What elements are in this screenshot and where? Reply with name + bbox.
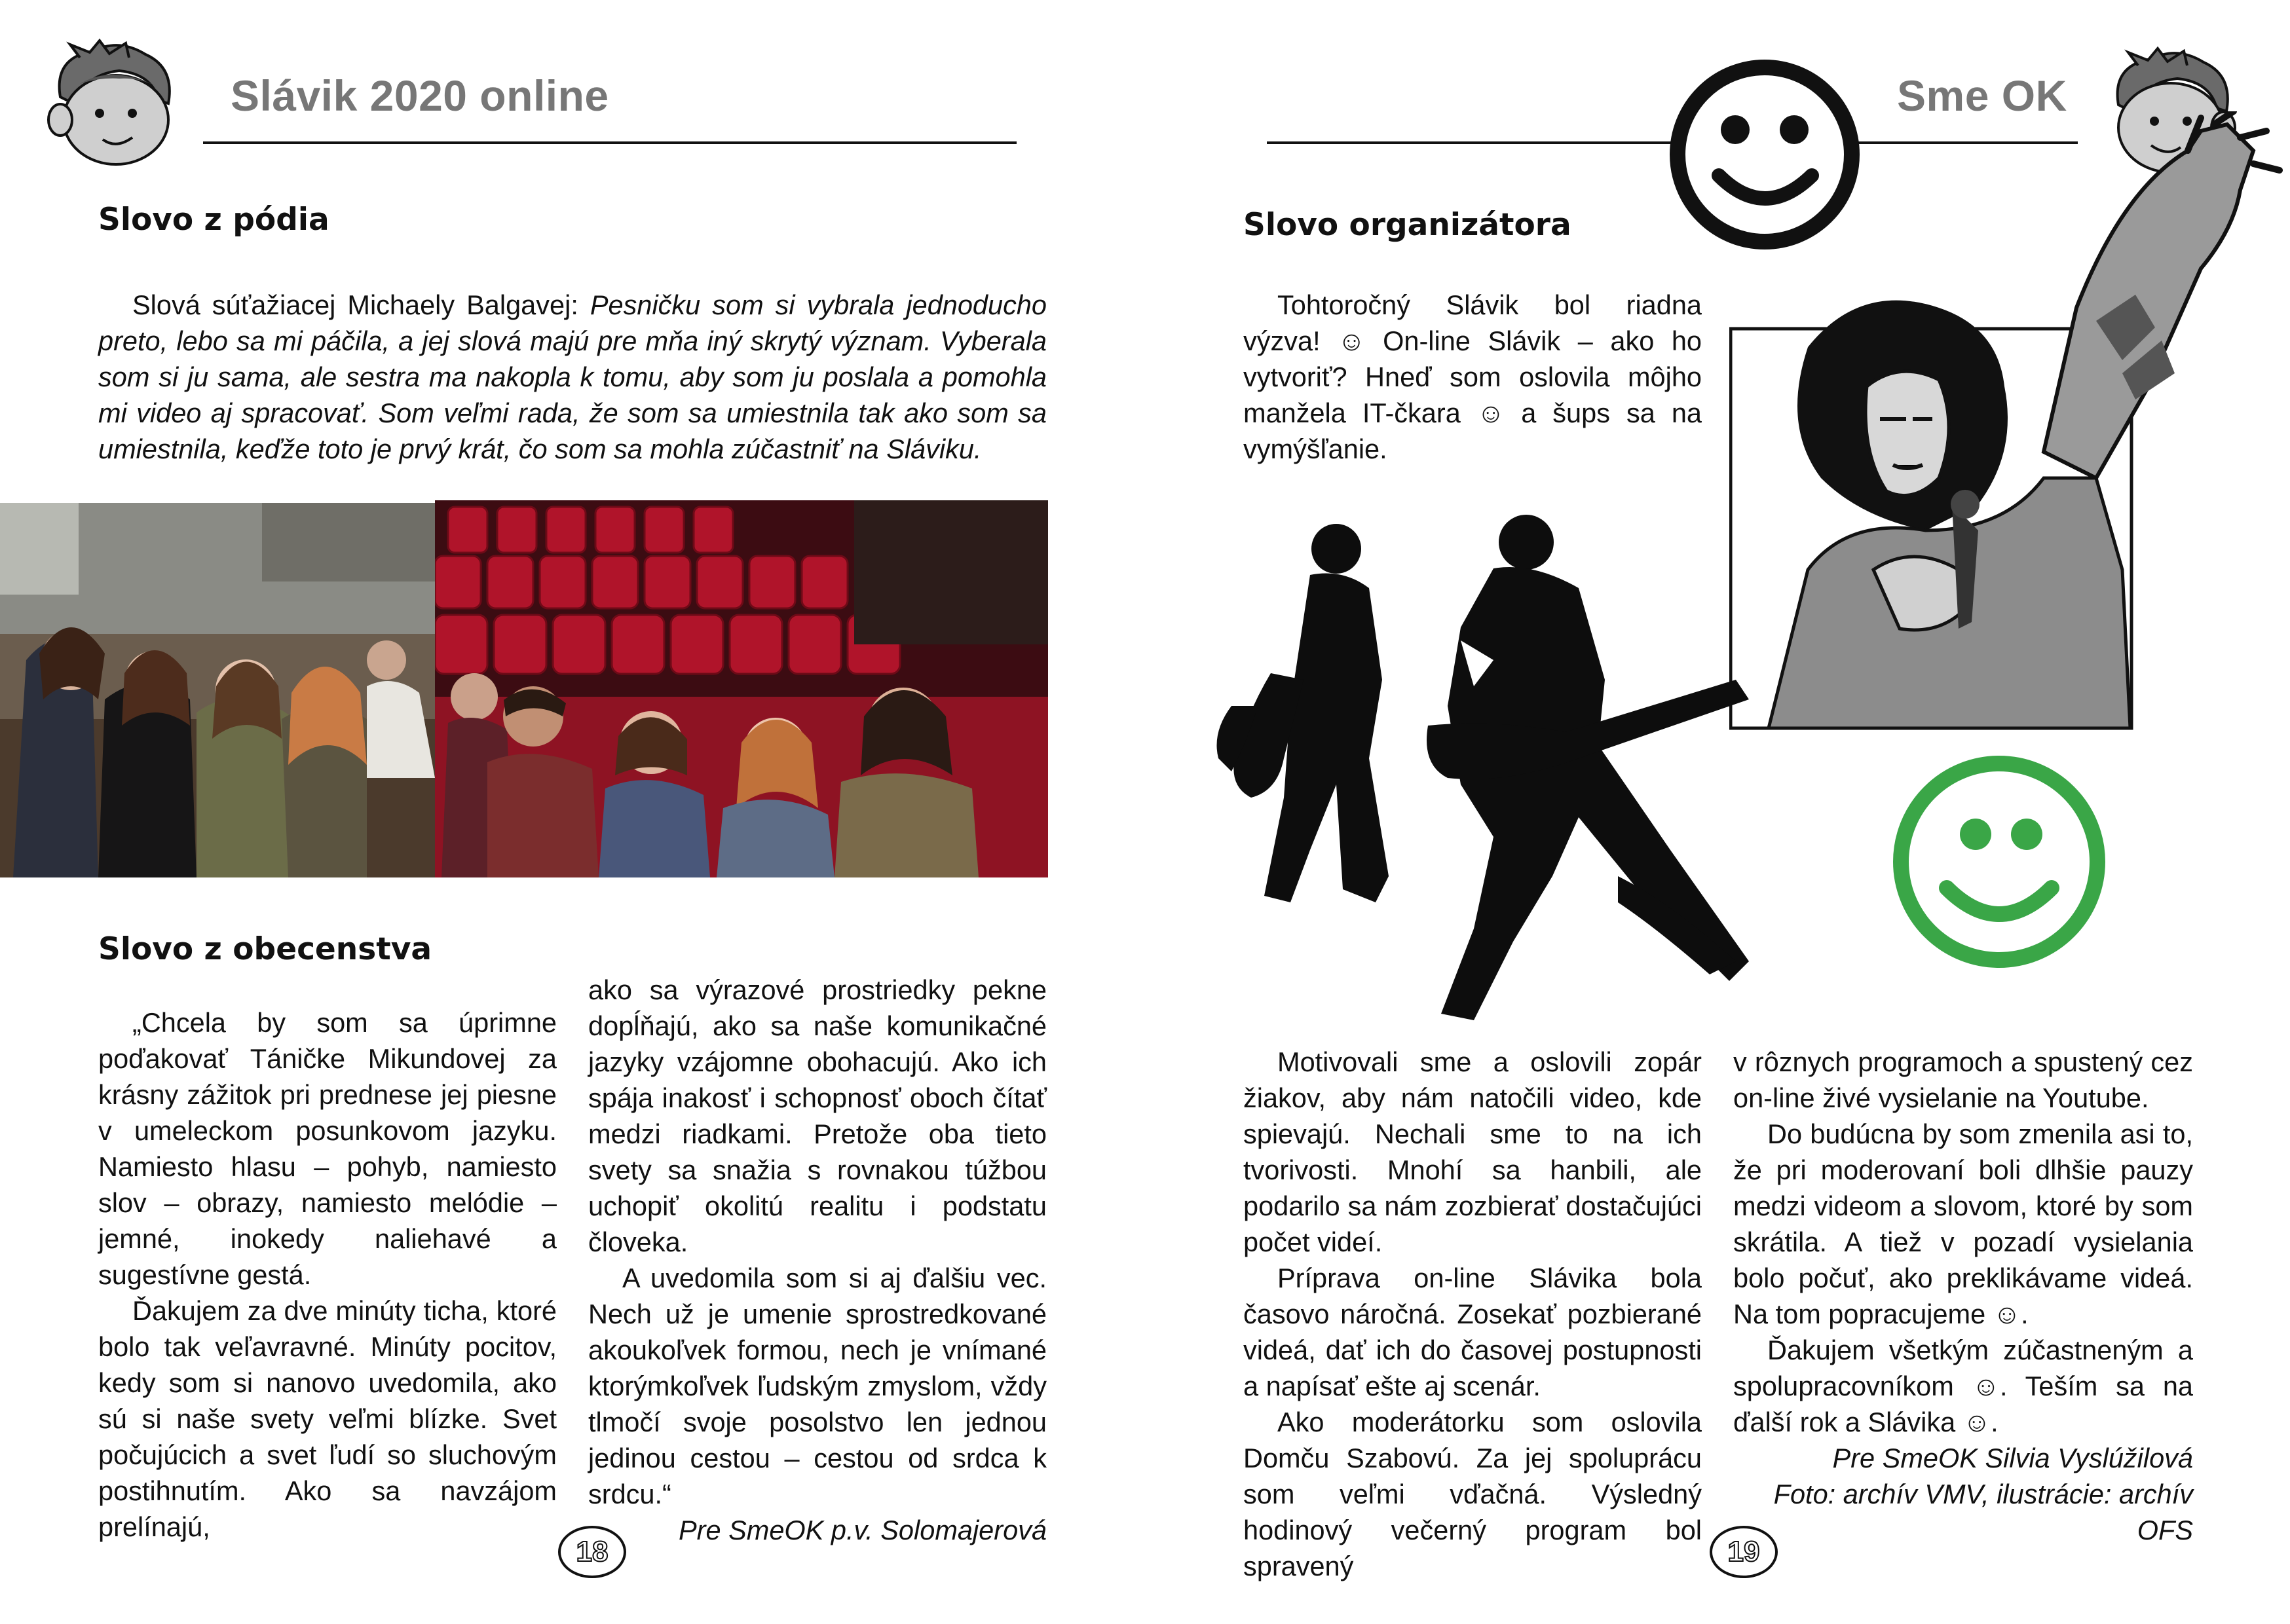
section-heading-audience: Slovo z obecenstva: [98, 931, 432, 967]
organizer-paragraph-4: Ako moderátorku som oslovila Domču Szabovú. Za jej spoluprácu som veľmi vďačná. Výsledný hodinový večerný program bol spravený: [1243, 1407, 1702, 1581]
organizer-paragraph-6: Do budúcna by som zmenila asi to, že pri moderovaní boli dlhšie pauzy medzi videom a slovom, ktoré by som skrátila. A tiež v pozadí vysielania bolo počuť, ako preklikávame videá. Na tom popracujeme ☺.: [1733, 1118, 2193, 1329]
musicians-silhouette-illustration: [1212, 509, 1769, 1033]
organizer-intro-column: [1243, 287, 1702, 467]
organizer-paragraph-1: Tohtoročný Slávik bol riadna výzva! ☺ On-line Slávik – ako ho vytvoriť? Hneď som oslovila môjho manžela IT-čkara ☺ a šups sa na vymýšľanie.: [1243, 289, 1702, 464]
singer-illustration: [1729, 111, 2290, 733]
podium-intro: Slová súťažiacej Michaely Balgavej:: [132, 289, 590, 320]
smiley-icon: [1889, 750, 2109, 973]
organizer-column-1: [1243, 1044, 1702, 1584]
audience-column-1: [98, 1005, 557, 1545]
organizer-paragraph-2: Motivovali sme a oslovili zopár žiakov, aby nám natočili video, kde spievajú. Nechali sme to na ich tvorivosti. Mnohí sa hanbili, ale podarilo sa nám zozbierať dostačujúci počet videí.: [1243, 1046, 1702, 1257]
header-rule: [203, 141, 1017, 144]
photo-four-girls: [0, 503, 435, 877]
boy-mascot-icon: [41, 38, 185, 169]
organizer-paragraph-5: v rôznych programoch a spustený cez on-line živé vysielanie na Youtube.: [1733, 1046, 2193, 1113]
audience-paragraph-3: ako sa výrazové prostriedky pekne dopĺňajú, ako sa naše komunikačné jazyky vzájomne obohacujú. Ako ich spája inakosť i schopnosť oboch čítať medzi riadkami. Pretože oba tieto svety sa snažia s rovnakou túžbou uchopiť okolitú realitu i podstatu človeka.: [588, 974, 1047, 1257]
page-number-right: 19: [1710, 1526, 1778, 1578]
page-header-title-right: Sme OK: [1897, 71, 2067, 120]
header-rule-right-left: [1267, 141, 1680, 144]
audience-paragraph-2: Ďakujem za dve minúty ticha, ktoré bolo tak veľavravné. Minúty pocitov, kedy som si nanovo uvedomila, ako sú si naše svety veľmi blízke. Svet počujúcich a svet ľudí so sluchovým postihnutím. Ako sa navzájom prelínajú,: [98, 1295, 557, 1542]
audience-column-2: [588, 972, 1047, 1548]
photo-credit: Foto: archív VMV, ilustrácie: archív OFS: [1773, 1479, 2193, 1545]
podium-quote: Pesničku som si vybrala jednoducho preto, lebo sa mi páčila, a jej slová majú pre mňa iný skrytý význam. Vyberala som si ju sama, ale sestra ma nakopla k tomu, aby som ju poslala a pomohla mi video aj spracovať. Som veľmi rada, že som sa umiestnila tak ako som sa umiestnila, keďže toto je prvý krát, čo som sa mohla zúčastniť na Sláviku.: [98, 289, 1047, 464]
section-heading-podium: Slovo z pódia: [98, 202, 329, 238]
organizer-signature: Pre SmeOK Silvia Vyslúžilová: [1832, 1443, 2193, 1473]
photo-theater-audience: [435, 500, 1048, 877]
page-number-left: 18: [558, 1526, 626, 1578]
audience-paragraph-4: A uvedomila som si aj ďalšiu vec. Nech už je umenie sprostredkované akoukoľvek formou, nech je vnímané ktorýmkoľvek ľudským zmyslom, vždy tlmočí svoje posolstvo len jednou jedinou cestou – cestou od srdca k srdcu.“: [588, 1263, 1047, 1509]
section-heading-organizer: Slovo organizátora: [1243, 207, 1571, 243]
organizer-paragraph-7: Ďakujem všetkým zúčastneným a spolupracovníkom ☺. Teším sa na ďalší rok a Slávika ☺.: [1733, 1335, 2193, 1437]
page-header-title: Slávik 2020 online: [231, 71, 609, 120]
organizer-paragraph-3: Príprava on-line Slávika bola časovo náročná. Zosekať pozbierané videá, dať ich do časovej postupnosti a napísať ešte aj scenár.: [1243, 1263, 1702, 1401]
podium-paragraph: [98, 287, 1047, 467]
organizer-column-2: [1733, 1044, 2193, 1548]
audience-paragraph-1: „Chcela by som sa úprimne poďakovať Táničke Mikundovej za krásny zážitok pri prednese jej piesne v umeleckom posunkovom jazyku. Namiesto hlasu – pohyb, namiesto slov – obrazy, namiesto melódie – jemné, inokedy naliehavé a sugestívne gestá.: [98, 1007, 557, 1290]
audience-signature: Pre SmeOK p.v. Solomajerová: [678, 1515, 1047, 1545]
